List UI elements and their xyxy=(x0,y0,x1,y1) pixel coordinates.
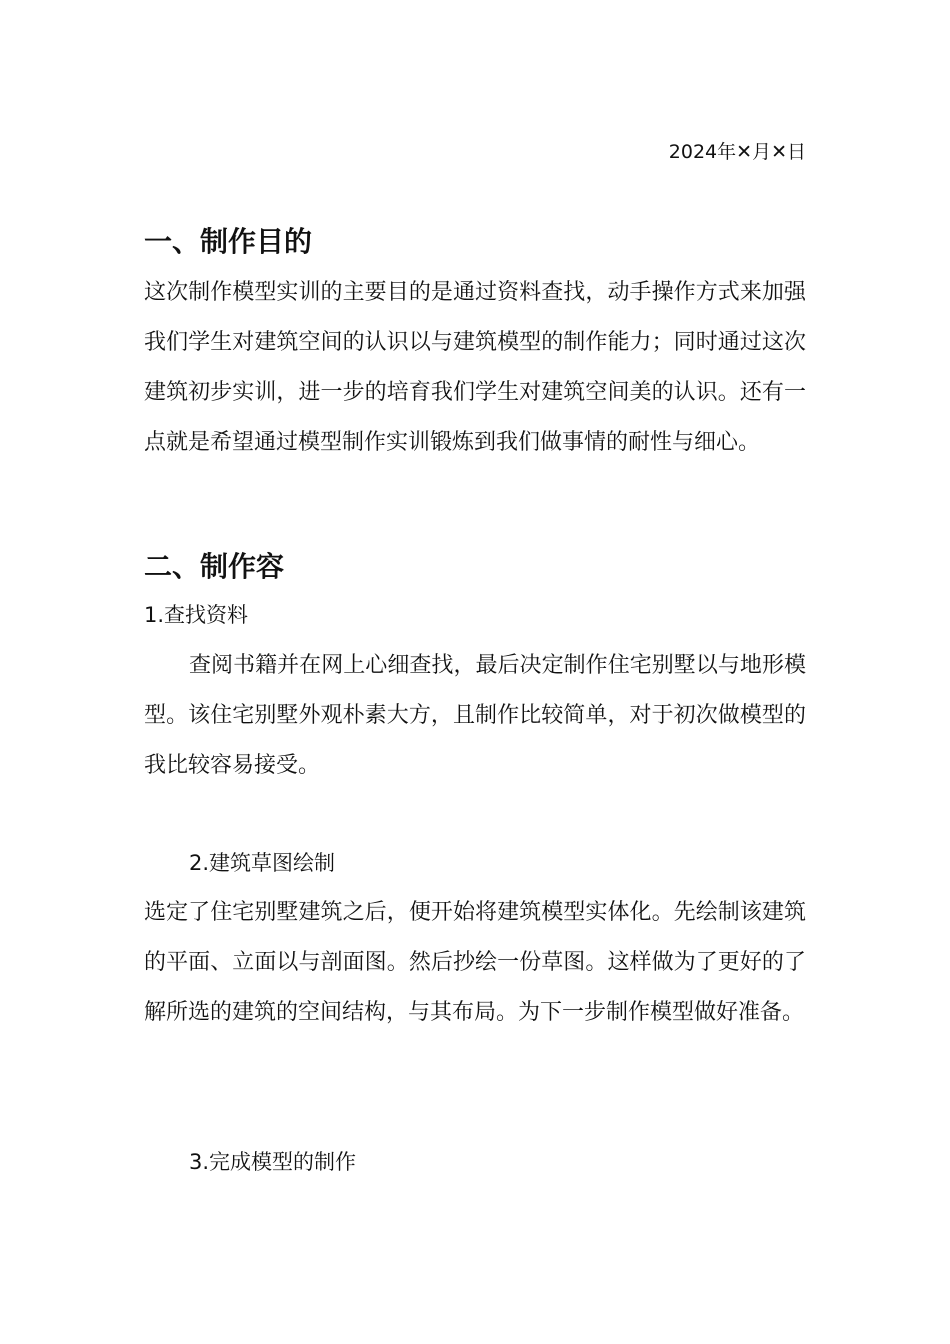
section-heading-content: 二、制作容 xyxy=(144,550,285,583)
purpose-paragraph: 这次制作模型实训的主要目的是通过资料查找，动手操作方式来加强我们学生对建筑空间的认识以与建筑模型的制作能力；同时通过这次建筑初步实训，进一步的培育我们学生对建筑空间美的认识。还有一点就是希望通过模型制作实训锻炼到我们做事情的耐性与细心。 xyxy=(144,280,806,455)
find-materials-paragraph: 查阅书籍并在网上心细查找，最后决定制作住宅别墅以与地形模型。该住宅别墅外观朴素大方，且制作比较简单，对于初次做模型的我比较容易接受。 xyxy=(144,653,806,778)
subsection-title-find-materials: 1.查找资料 xyxy=(144,603,249,627)
document-date: 2024年✕月✕日 xyxy=(668,141,806,163)
subsection-title-sketch-drawing: 2.建筑草图绘制 xyxy=(189,851,336,875)
section-heading-purpose: 一、制作目的 xyxy=(144,225,313,258)
subsection-title-complete-model: 3.完成模型的制作 xyxy=(189,1150,357,1174)
sketch-drawing-paragraph: 选定了住宅别墅建筑之后，便开始将建筑模型实体化。先绘制该建筑的平面、立面以与剖面图。然后抄绘一份草图。这样做为了更好的了解所选的建筑的空间结构，与其布局。为下一步制作模型做好准备。 xyxy=(144,900,806,1025)
